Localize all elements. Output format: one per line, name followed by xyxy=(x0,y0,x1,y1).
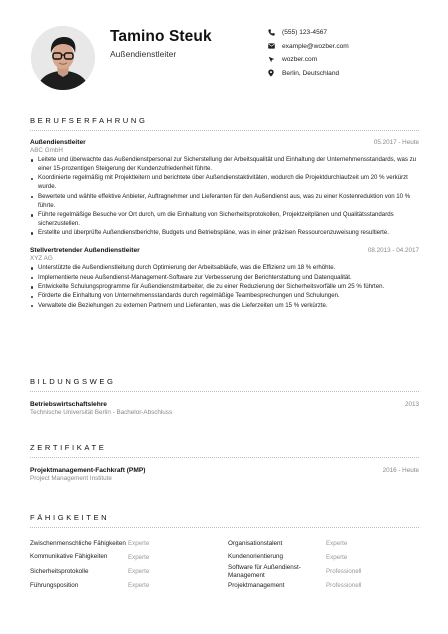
job-bullet: Bewertete und wählte effektive Anbieter, Auftragnehmer und Lieferanten für den Außendienst aus, was zu einer Kostenreduktion von 10 % führte. xyxy=(30,193,419,211)
skill-name: Zwischenmenschliche Fähigkeiten xyxy=(30,539,126,547)
job-bullet: Verwaltete die Beziehungen zu externen Partnern und Lieferanten, was die Lieferzeiten um 15 % verkürzte. xyxy=(30,302,419,311)
job-bullet: Erstellte und überprüfte Außendienstberichte, Budgets und Betriebspläne, was in einer präzisen Ressourcenzuweisung resultierte. xyxy=(30,229,419,238)
skill-level: Experte xyxy=(128,582,150,590)
job-date: 08.2013 - 04.2017 xyxy=(367,247,419,255)
skill-name: Führungsposition xyxy=(30,582,79,590)
job-bullet: Implementierte neue Außendienst-Management-Software zur Verbesserung der Berichterstattung und Datenqualität. xyxy=(30,274,419,283)
education-entry xyxy=(30,401,419,416)
section-title: FÄHIGKEITEN xyxy=(30,513,110,522)
skill-name: Projektmanagement xyxy=(228,582,285,590)
phone-icon xyxy=(268,29,282,36)
contact-website[interactable] xyxy=(268,53,349,67)
certificate-entry xyxy=(30,467,419,482)
profile-photo xyxy=(31,26,95,90)
certificate-issuer: Project Management Institute xyxy=(30,475,112,482)
job-company: ABC GmbH xyxy=(30,147,63,154)
skill-name: Sicherheitsprotokolle xyxy=(30,567,89,575)
job-bullet: Koordinierte regelmäßig mit Projektleitern und berichtete über Außendienstaktivitäten, wodurch die Projektdurchlaufzeit um 20 % verkürzt wurde. xyxy=(30,174,419,192)
section-divider xyxy=(30,130,419,131)
contact-text: wozber.com xyxy=(282,56,318,64)
education-section xyxy=(30,377,419,416)
skill-name: Organisationstalent xyxy=(228,539,283,547)
education-date: 2013 xyxy=(404,401,419,408)
section-divider xyxy=(30,391,419,392)
skills-section xyxy=(30,513,419,593)
job-company: XYZ AG xyxy=(30,255,53,263)
skill-level: Professionell xyxy=(326,568,362,576)
skill-level: Experte xyxy=(128,568,150,576)
mail-icon xyxy=(268,43,282,49)
job-entry xyxy=(30,139,419,238)
section-title: ZERTIFIKATE xyxy=(30,443,107,452)
school-name: Technische Universität Berlin - Bachelor-Abschluss xyxy=(30,409,173,416)
contact-email[interactable] xyxy=(268,40,349,54)
job-title: Außendienstleiter xyxy=(30,139,86,146)
skill-name: Kommunikative Fähigkeiten xyxy=(30,553,108,561)
section-divider xyxy=(30,457,419,458)
link-icon xyxy=(268,56,282,63)
contact-text: example@wozber.com xyxy=(282,42,349,50)
experience-section xyxy=(30,116,419,311)
job-bullet: Unterstützte die Außendienstleitung durch Optimierung der Arbeitsabläufe, was die Effizienz um 18 % erhöhte. xyxy=(30,264,419,273)
skill-level: Experte xyxy=(326,553,348,561)
skill-name: Kundenorientierung xyxy=(228,553,283,561)
job-date: 05.2017 - Heute xyxy=(373,139,419,146)
section-title: BILDUNGSWEG xyxy=(30,377,116,386)
job-title: Stellvertretender Außendienstleiter xyxy=(30,247,140,255)
job-bullets xyxy=(30,264,419,311)
certificate-name: Projektmanagement-Fachkraft (PMP) xyxy=(30,467,146,474)
section-title: BERUFSERFAHRUNG xyxy=(30,116,148,125)
candidate-role: Außendienstleiter xyxy=(110,49,177,59)
certificates-section xyxy=(30,443,419,482)
contact-text: (555) 123-4567 xyxy=(282,29,328,37)
contact-text: Berlin, Deutschland xyxy=(282,69,340,77)
skill-level: Professionell xyxy=(326,582,362,590)
job-bullet: Leitete und überwachte das Außendienstpersonal zur Sicherstellung der Arbeitsqualität und Einhaltung der Unternehmensstandards, was zu einer 15-prozentigen Steigerung der Kundenzufriedenheit führte. xyxy=(30,156,419,174)
skill-level: Experte xyxy=(326,540,348,548)
job-bullet: Entwickelte Schulungsprogramme für Außendienstmitarbeiter, die zu einer Reduzierung der Sicherheitsvorfälle um 25 % führten. xyxy=(30,283,419,292)
skills-grid xyxy=(30,537,419,593)
degree-title: Betriebswirtschaftslehre xyxy=(30,401,107,408)
skill-level: Experte xyxy=(128,540,150,548)
skill-name: Software für Außendienst-Management xyxy=(228,564,301,579)
skill-level: Experte xyxy=(128,553,150,561)
location-pin-icon xyxy=(268,69,282,77)
contact-location xyxy=(268,67,349,81)
contact-phone[interactable] xyxy=(268,26,349,40)
candidate-name: Tamino Steuk xyxy=(110,28,212,45)
section-divider xyxy=(30,527,419,528)
job-bullet: Führte regelmäßige Besuche vor Ort durch, um die Einhaltung von Sicherheitsprotokollen, Projektzeitplänen und Qualitätsstandards sicherzustellen. xyxy=(30,211,419,229)
contact-list xyxy=(268,26,349,80)
job-bullet: Förderte die Einhaltung von Unternehmensstandards durch regelmäßige Teambesprechungen und Schulungen. xyxy=(30,292,419,301)
certificate-date: 2016 - Heute xyxy=(382,467,419,474)
job-entry xyxy=(30,247,419,311)
job-bullets xyxy=(30,156,419,238)
